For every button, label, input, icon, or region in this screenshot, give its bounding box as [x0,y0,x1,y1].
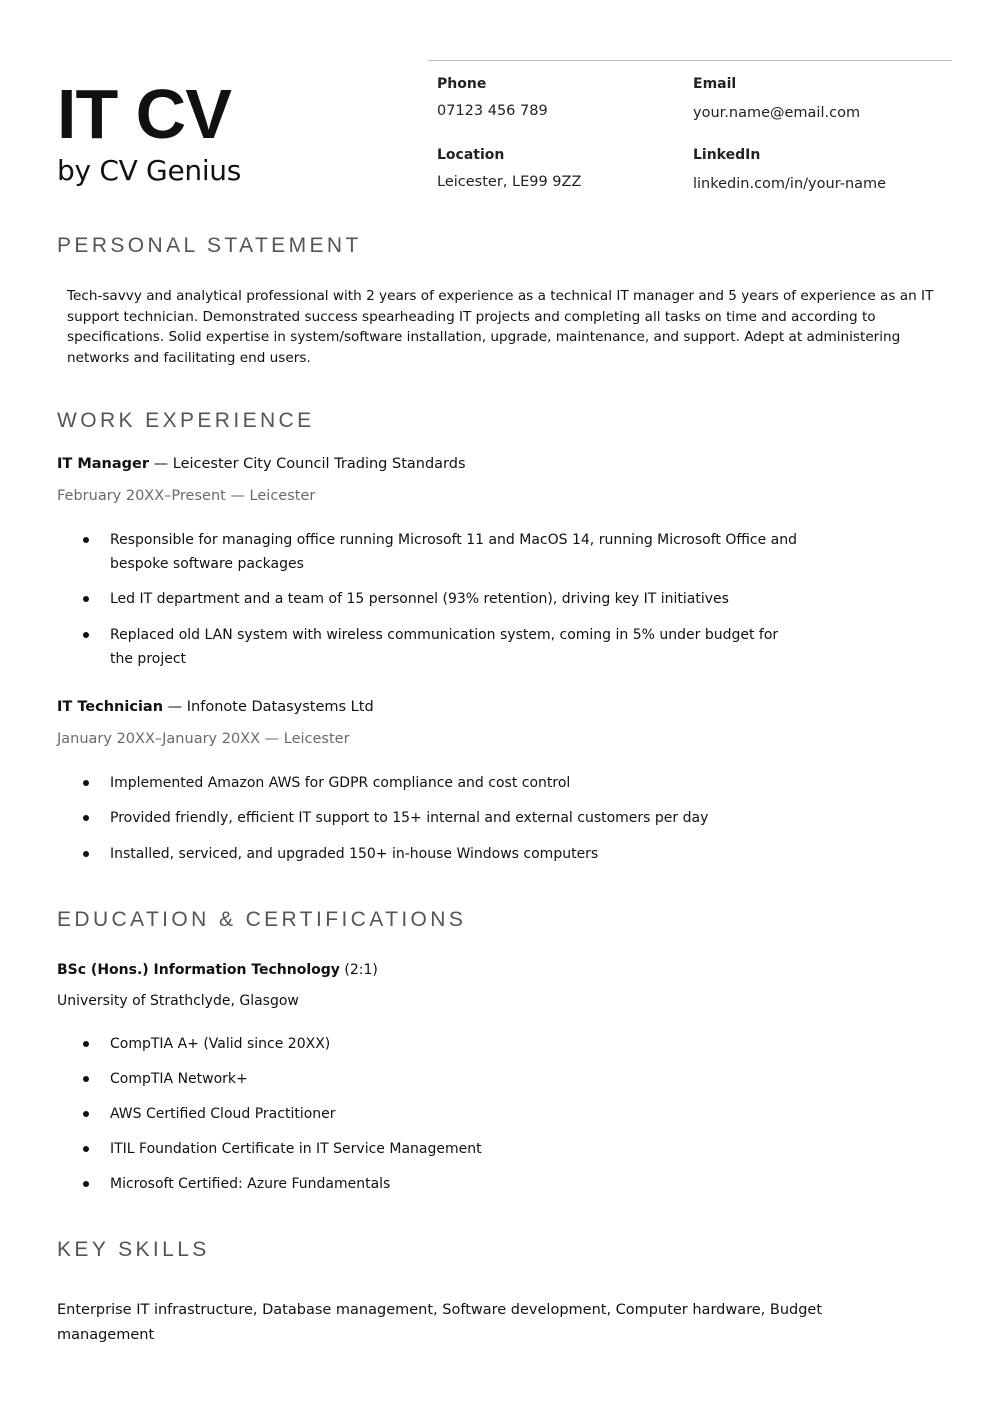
contact-linkedin [693,146,886,194]
title-block [57,75,242,188]
list-item [80,623,800,671]
bullet-text: Led IT department and a team of 15 personnel (93% retention), driving key IT initiatives [110,591,729,607]
job-dates-location: January 20XX–January 20XX — Leicester [57,731,350,747]
job-employer: Leicester City Council Trading Standards [172,456,466,472]
certification-text: ITIL Foundation Certificate in IT Service Management [110,1141,482,1157]
bullet-icon [80,771,110,795]
key-skills-text: Enterprise IT infrastructure, Database management, Software development, Computer hardware, Budget management [57,1302,823,1343]
contact-phone [437,75,548,121]
contact-linkedin-value: linkedin.com/in/your-name [693,176,887,192]
contact-email [693,75,860,123]
contact-phone-value: 07123 456 789 [437,103,548,119]
list-item [80,771,800,795]
certification-text: Microsoft Certified: Azure Fundamentals [110,1176,391,1192]
job-title [57,697,374,717]
contact-location-label: Location [437,147,505,163]
section-heading-education: EDUCATION & CERTIFICATIONS [57,908,467,931]
list-item [80,1172,800,1196]
job-role: IT Manager [57,456,150,472]
list-item [80,1137,800,1161]
certification-text: CompTIA A+ (Valid since 20XX) [110,1036,331,1052]
cv-subtitle: by CV Genius [57,154,242,187]
section-heading-work-experience: WORK EXPERIENCE [57,409,315,432]
degree-name: BSc (Hons.) Information Technology [57,962,340,978]
bullet-icon [80,1067,110,1091]
contact-location [437,146,581,192]
university: University of Strathclyde, Glasgow [57,993,299,1009]
bullet-icon [80,1137,110,1161]
section-heading-key-skills: KEY SKILLS [57,1238,210,1261]
job-role: IT Technician [57,699,164,715]
bullet-icon [80,587,110,611]
list-item [80,1032,800,1056]
list-item [80,842,800,866]
list-item [80,1067,800,1091]
job-separator: — [163,699,187,715]
bullet-text: Provided friendly, efficient IT support to 15+ internal and external customers per day [110,810,709,826]
job-dates-location: February 20XX–Present — Leicester [57,488,316,504]
bullet-icon [80,1172,110,1196]
bullet-icon [80,528,110,552]
list-item [80,806,800,830]
contact-email-value: your.name@email.com [693,105,861,121]
bullet-text: Replaced old LAN system with wireless communication system, coming in 5% under budget for the project [110,627,779,667]
bullet-text: Installed, serviced, and upgraded 150+ in-house Windows computers [110,846,599,862]
bullet-icon [80,806,110,830]
bullet-text: Responsible for managing office running Microsoft 11 and MacOS 14, running Microsoft Office and bespoke software packages [110,532,797,572]
section-heading-personal-statement: PERSONAL STATEMENT [57,234,362,257]
job-employer: Infonote Datasystems Ltd [186,699,374,715]
contact-divider [428,60,952,61]
degree [57,960,378,980]
certification-text: AWS Certified Cloud Practitioner [110,1106,336,1122]
list-item [80,587,800,611]
cv-title: IT CV [57,75,231,153]
contact-phone-label: Phone [437,76,487,92]
bullet-text: Implemented Amazon AWS for GDPR compliance and cost control [110,775,571,791]
contact-email-label: Email [693,76,737,92]
contact-linkedin-label: LinkedIn [693,147,761,163]
bullet-icon [80,842,110,866]
personal-statement-text: Tech-savvy and analytical professional with 2 years of experience as a technical IT manager and 5 years of experience as an IT support technician. Demonstrated success spearheading IT projects and completing all tasks on time and according to specifications. Solid expertise in system/software installation, upgrade, maintenance, and support. Adept at administering networks and facilitating end users. [67,288,934,366]
job-separator: — [149,456,173,472]
degree-grade: (2:1) [339,962,378,978]
list-item [80,1102,800,1126]
bullet-icon [80,1102,110,1126]
certification-text: CompTIA Network+ [110,1071,248,1087]
bullet-icon [80,623,110,647]
bullet-icon [80,1032,110,1056]
contact-location-value: Leicester, LE99 9ZZ [437,174,582,190]
list-item [80,528,800,576]
job-title [57,454,466,474]
